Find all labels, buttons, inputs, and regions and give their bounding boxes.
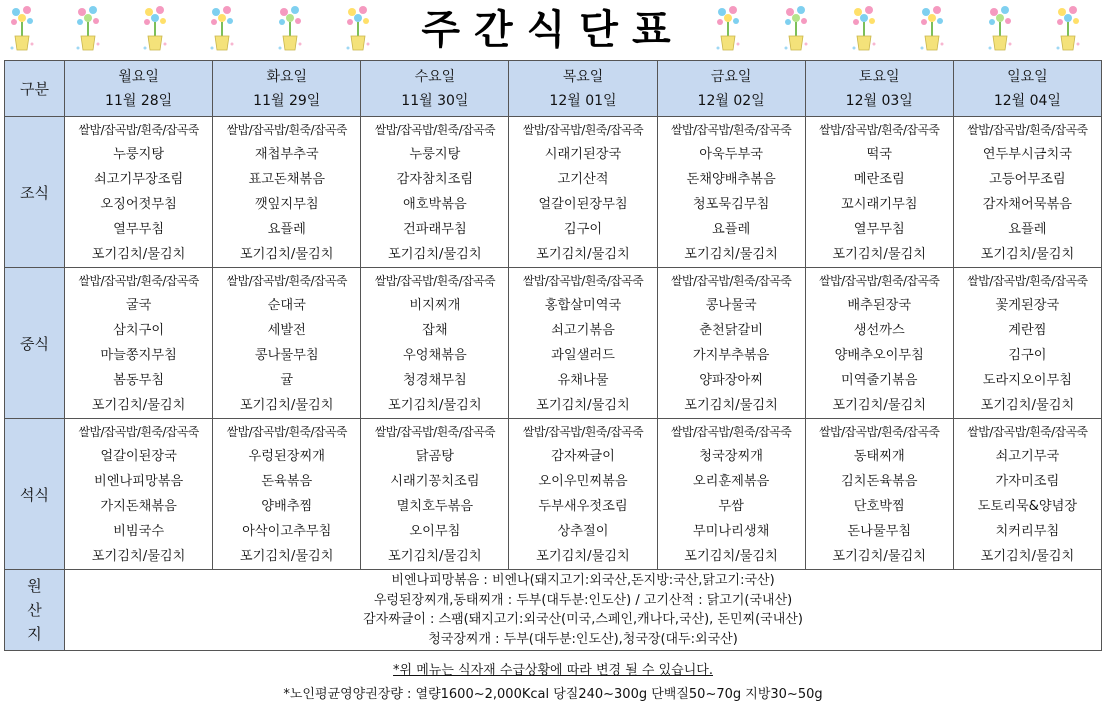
menu-item: 열무무침 [113, 221, 165, 237]
menu-item: 메란조림 [853, 171, 905, 187]
menu-item: 가지부추볶음 [692, 347, 770, 363]
menu-item: 비엔나피망볶음 [94, 473, 184, 489]
menu-item: 쇠고기볶음 [551, 322, 615, 338]
menu-item: 꽃게된장국 [995, 297, 1060, 313]
menu-item: 떡국 [866, 146, 892, 162]
menu-item: 무쌈 [718, 498, 744, 514]
day-header [213, 61, 361, 117]
menu-item: 동태찌개 [853, 448, 905, 464]
menu-cell [805, 268, 953, 419]
day-header [805, 61, 953, 117]
menu-item: 요플레 [712, 221, 751, 237]
menu-item: 열무무침 [853, 221, 905, 237]
menu-item: 쌀밥/잡곡밥/흰죽/잡곡죽 [374, 273, 495, 288]
menu-item: 잡채 [422, 322, 448, 338]
menu-item: 깻잎지무침 [254, 196, 319, 212]
menu-item: 포기김치/물김치 [388, 246, 482, 262]
menu-item: 꼬시래기무침 [841, 196, 918, 212]
menu-item: 쌀밥/잡곡밥/흰죽/잡곡죽 [226, 122, 347, 137]
menu-item: 쌀밥/잡곡밥/흰죽/잡곡죽 [374, 122, 495, 137]
menu-item: 쇠고기무장조림 [94, 171, 184, 187]
origin-label-char: 지 [27, 625, 42, 643]
menu-item: 쌀밥/잡곡밥/흰죽/잡곡죽 [819, 122, 940, 137]
menu-item: 감자짜글이 [551, 448, 615, 464]
day-header [509, 61, 657, 117]
origin-label [5, 570, 65, 651]
menu-item: 양배추찜 [261, 498, 313, 514]
menu-item: 오리훈제볶음 [692, 473, 770, 489]
menu-item: 포기김치/물김치 [980, 397, 1075, 413]
menu-item: 포기김치/물김치 [832, 548, 927, 564]
menu-item: 오이우민찌볶음 [538, 473, 628, 489]
menu-cell [657, 268, 805, 419]
menu-cell [805, 117, 953, 268]
menu-item: 쌀밥/잡곡밥/흰죽/잡곡죽 [226, 424, 347, 439]
menu-cell [509, 117, 657, 268]
menu-item: 유채나물 [557, 372, 609, 388]
menu-item: 봄동무침 [113, 372, 165, 388]
menu-item: 누룽지탕 [409, 146, 461, 162]
origin-label-char: 산 [27, 601, 42, 619]
menu-item: 쌀밥/잡곡밥/흰죽/잡곡죽 [522, 122, 644, 137]
day-header [361, 61, 509, 117]
menu-cell [509, 268, 657, 419]
menu-item: 가지돈채볶음 [100, 498, 177, 514]
meal-label: 조식 [5, 117, 65, 268]
menu-item: 애호박볶음 [403, 196, 467, 212]
menu-item: 쌀밥/잡곡밥/흰죽/잡곡죽 [967, 122, 1088, 137]
menu-item: 오징어젓무침 [100, 196, 177, 212]
menu-cell [213, 117, 361, 268]
menu-item: 포기김치/물김치 [91, 246, 186, 262]
menu-item: 쌀밥/잡곡밥/흰죽/잡곡죽 [670, 122, 792, 137]
menu-item: 얼갈이된장무침 [538, 196, 628, 212]
menu-item: 청포묵김무침 [692, 196, 770, 212]
menu-item: 포기김치/물김치 [239, 397, 334, 413]
menu-item: 쌀밥/잡곡밥/흰죽/잡곡죽 [78, 424, 199, 439]
menu-item: 포기김치/물김치 [536, 548, 630, 564]
menu-item: 무미나리생채 [692, 523, 770, 539]
menu-item: 감자채어묵볶음 [982, 196, 1072, 212]
menu-item: 표고돈채볶음 [248, 171, 325, 187]
menu-item: 쌀밥/잡곡밥/흰죽/잡곡죽 [522, 273, 644, 288]
day-name: 화요일 [266, 68, 308, 85]
menu-item: 마늘쫑지무침 [100, 347, 177, 363]
menu-item: 과일샐러드 [551, 347, 615, 363]
menu-item: 포기김치/물김치 [980, 246, 1075, 262]
menu-item: 춘천닭갈비 [699, 322, 763, 338]
menu-item: 쌀밥/잡곡밥/흰죽/잡곡죽 [819, 424, 940, 439]
meal-row [5, 268, 1102, 419]
menu-item: 고등어무조림 [989, 171, 1066, 187]
menu-item: 포기김치/물김치 [388, 548, 482, 564]
day-name: 일요일 [1007, 68, 1048, 85]
page-title: 주간식단표 [421, 7, 685, 53]
menu-cell [65, 117, 213, 268]
menu-item: 포기김치/물김치 [388, 397, 482, 413]
menu-item: 아삭이고추무침 [242, 523, 332, 539]
meal-row [5, 419, 1102, 570]
title-banner [0, 0, 1106, 58]
origin-line: 우렁된장찌개,동태찌개 : 두부(대두분:인도산) / 고기산적 : 닭고기(국내산) [373, 592, 793, 608]
menu-item: 비빔국수 [113, 523, 165, 539]
menu-cell [509, 419, 657, 570]
menu-item: 우렁된장찌개 [248, 448, 325, 464]
menu-item: 오이무침 [409, 523, 461, 539]
menu-item: 아욱두부국 [699, 146, 763, 162]
menu-cell [953, 117, 1101, 268]
menu-item: 김치돈육볶음 [841, 473, 918, 489]
menu-item: 멸치호두볶음 [396, 498, 474, 514]
menu-item: 계란찜 [1008, 322, 1047, 338]
menu-item: 포기김치/물김치 [536, 397, 630, 413]
menu-item: 미역줄기볶음 [841, 372, 918, 388]
menu-cell [657, 117, 805, 268]
menu-item: 포기김치/물김치 [684, 548, 778, 564]
menu-item: 김구이 [1008, 347, 1047, 363]
menu-cell [953, 268, 1101, 419]
menu-item: 연두부시금치국 [982, 146, 1072, 162]
menu-cell [361, 268, 509, 419]
menu-item: 쌀밥/잡곡밥/흰죽/잡곡죽 [78, 273, 199, 288]
day-name: 토요일 [858, 68, 900, 85]
day-header [65, 61, 213, 117]
menu-item: 두부새우젓조림 [538, 498, 628, 514]
menu-item: 가자미조림 [995, 473, 1060, 489]
menu-item: 배추된장국 [847, 297, 912, 313]
menu-item: 닭곰탕 [415, 448, 454, 464]
menu-item: 청경채무침 [403, 372, 467, 388]
menu-item: 쌀밥/잡곡밥/흰죽/잡곡죽 [967, 273, 1088, 288]
menu-cell [213, 419, 361, 570]
menu-item: 포기김치/물김치 [536, 246, 630, 262]
menu-item: 생선까스 [853, 322, 905, 338]
menu-item: 시래기꽁치조림 [390, 473, 480, 489]
menu-item: 순대국 [267, 297, 306, 313]
menu-item: 포기김치/물김치 [239, 548, 334, 564]
day-date: 12월 02일 [697, 92, 765, 109]
menu-item: 쇠고기무국 [995, 448, 1060, 464]
menu-item: 건파래무침 [403, 221, 467, 237]
origin-line: 감자짜글이 : 스팸(돼지고기:외국산(미국,스페인,캐나다,국산), 돈민찌(국내산) [363, 612, 803, 627]
nutrition-notice: *노인평균영양권장량 : 열량1600~2,000Kcal 당질240~300g 단백질50~70g 지방30~50g [283, 687, 823, 702]
day-header [953, 61, 1101, 117]
day-date: 11월 29일 [253, 92, 321, 109]
weekly-menu-table [4, 60, 1102, 651]
day-date: 12월 04일 [993, 92, 1061, 109]
menu-item: 상추절이 [557, 523, 609, 539]
menu-item: 포기김치/물김치 [684, 246, 778, 262]
menu-item: 도라지오이무침 [982, 372, 1072, 388]
menu-item: 감자참치조림 [396, 171, 474, 187]
origin-info [65, 570, 1102, 651]
menu-item: 우엉채볶음 [403, 347, 467, 363]
origin-row [5, 570, 1102, 651]
meal-label: 석식 [5, 419, 65, 570]
menu-item: 쌀밥/잡곡밥/흰죽/잡곡죽 [522, 424, 644, 439]
menu-item: 청국장찌개 [699, 448, 763, 464]
day-name: 목요일 [562, 68, 604, 85]
day-name: 월요일 [118, 68, 159, 85]
menu-item: 양배추오이무침 [834, 347, 924, 363]
menu-item: 시래기된장국 [544, 146, 622, 162]
change-notice: *위 메뉴는 식자재 수급상황에 따라 변경 될 수 있습니다. [393, 663, 713, 678]
menu-item: 포기김치/물김치 [832, 246, 927, 262]
menu-item: 돈육볶음 [261, 473, 313, 489]
menu-item: 콩나물국 [705, 297, 757, 313]
menu-item: 쌀밥/잡곡밥/흰죽/잡곡죽 [670, 273, 792, 288]
menu-item: 비지찌개 [409, 297, 461, 313]
menu-item: 쌀밥/잡곡밥/흰죽/잡곡죽 [226, 273, 347, 288]
menu-item: 고기산적 [557, 171, 609, 187]
menu-item: 홍합살미역국 [544, 297, 622, 313]
menu-item: 재첩부추국 [254, 146, 319, 162]
menu-item: 돈나물무침 [847, 523, 912, 539]
menu-cell [805, 419, 953, 570]
menu-item: 도토리묵&양념장 [977, 498, 1078, 514]
day-name: 수요일 [414, 68, 456, 85]
menu-item: 포기김치/물김치 [832, 397, 927, 413]
header-row [5, 61, 1102, 117]
menu-item: 쌀밥/잡곡밥/흰죽/잡곡죽 [819, 273, 940, 288]
menu-item: 포기김치/물김치 [980, 548, 1075, 564]
menu-item: 콩나물무침 [254, 347, 319, 363]
menu-item: 귤 [280, 372, 294, 388]
menu-cell [953, 419, 1101, 570]
menu-item: 굴국 [125, 297, 152, 313]
meal-label: 중식 [5, 268, 65, 419]
menu-item: 누룽지탕 [113, 146, 165, 162]
menu-item: 포기김치/물김치 [239, 246, 334, 262]
day-date: 11월 30일 [401, 92, 469, 109]
menu-item: 포기김치/물김치 [91, 397, 186, 413]
meal-row [5, 117, 1102, 268]
menu-item: 쌀밥/잡곡밥/흰죽/잡곡죽 [374, 424, 495, 439]
menu-item: 단호박찜 [853, 498, 905, 514]
menu-item: 치커리무침 [995, 523, 1060, 539]
menu-cell [657, 419, 805, 570]
menu-cell [361, 419, 509, 570]
category-header: 구분 [5, 61, 65, 117]
menu-item: 쌀밥/잡곡밥/흰죽/잡곡죽 [78, 122, 199, 137]
origin-line: 청국장찌개 : 두부(대두분:인도산),청국장(대두:외국산) [428, 631, 738, 647]
menu-item: 요플레 [1008, 221, 1047, 237]
menu-item: 삼치구이 [113, 322, 165, 338]
day-header [657, 61, 805, 117]
day-date: 12월 03일 [845, 92, 913, 109]
day-date: 11월 28일 [105, 92, 173, 109]
menu-cell [65, 419, 213, 570]
menu-cell [213, 268, 361, 419]
menu-item: 세발전 [267, 322, 306, 338]
menu-item: 쌀밥/잡곡밥/흰죽/잡곡죽 [670, 424, 792, 439]
menu-item: 요플레 [267, 221, 306, 237]
menu-cell [65, 268, 213, 419]
menu-item: 얼갈이된장국 [100, 448, 177, 464]
menu-item: 김구이 [563, 221, 603, 237]
menu-item: 쌀밥/잡곡밥/흰죽/잡곡죽 [967, 424, 1088, 439]
day-name: 금요일 [710, 68, 752, 85]
menu-item: 포기김치/물김치 [91, 548, 186, 564]
menu-item: 양파장아찌 [699, 372, 763, 388]
origin-label-char: 원 [27, 577, 42, 595]
day-date: 12월 01일 [549, 92, 617, 109]
menu-cell [361, 117, 509, 268]
menu-item: 포기김치/물김치 [684, 397, 778, 413]
origin-line: 비엔나피망볶음 : 비엔나(돼지고기:외국산,돈지방:국산,닭고기:국산) [391, 573, 775, 588]
menu-item: 돈채양배추볶음 [686, 171, 776, 187]
